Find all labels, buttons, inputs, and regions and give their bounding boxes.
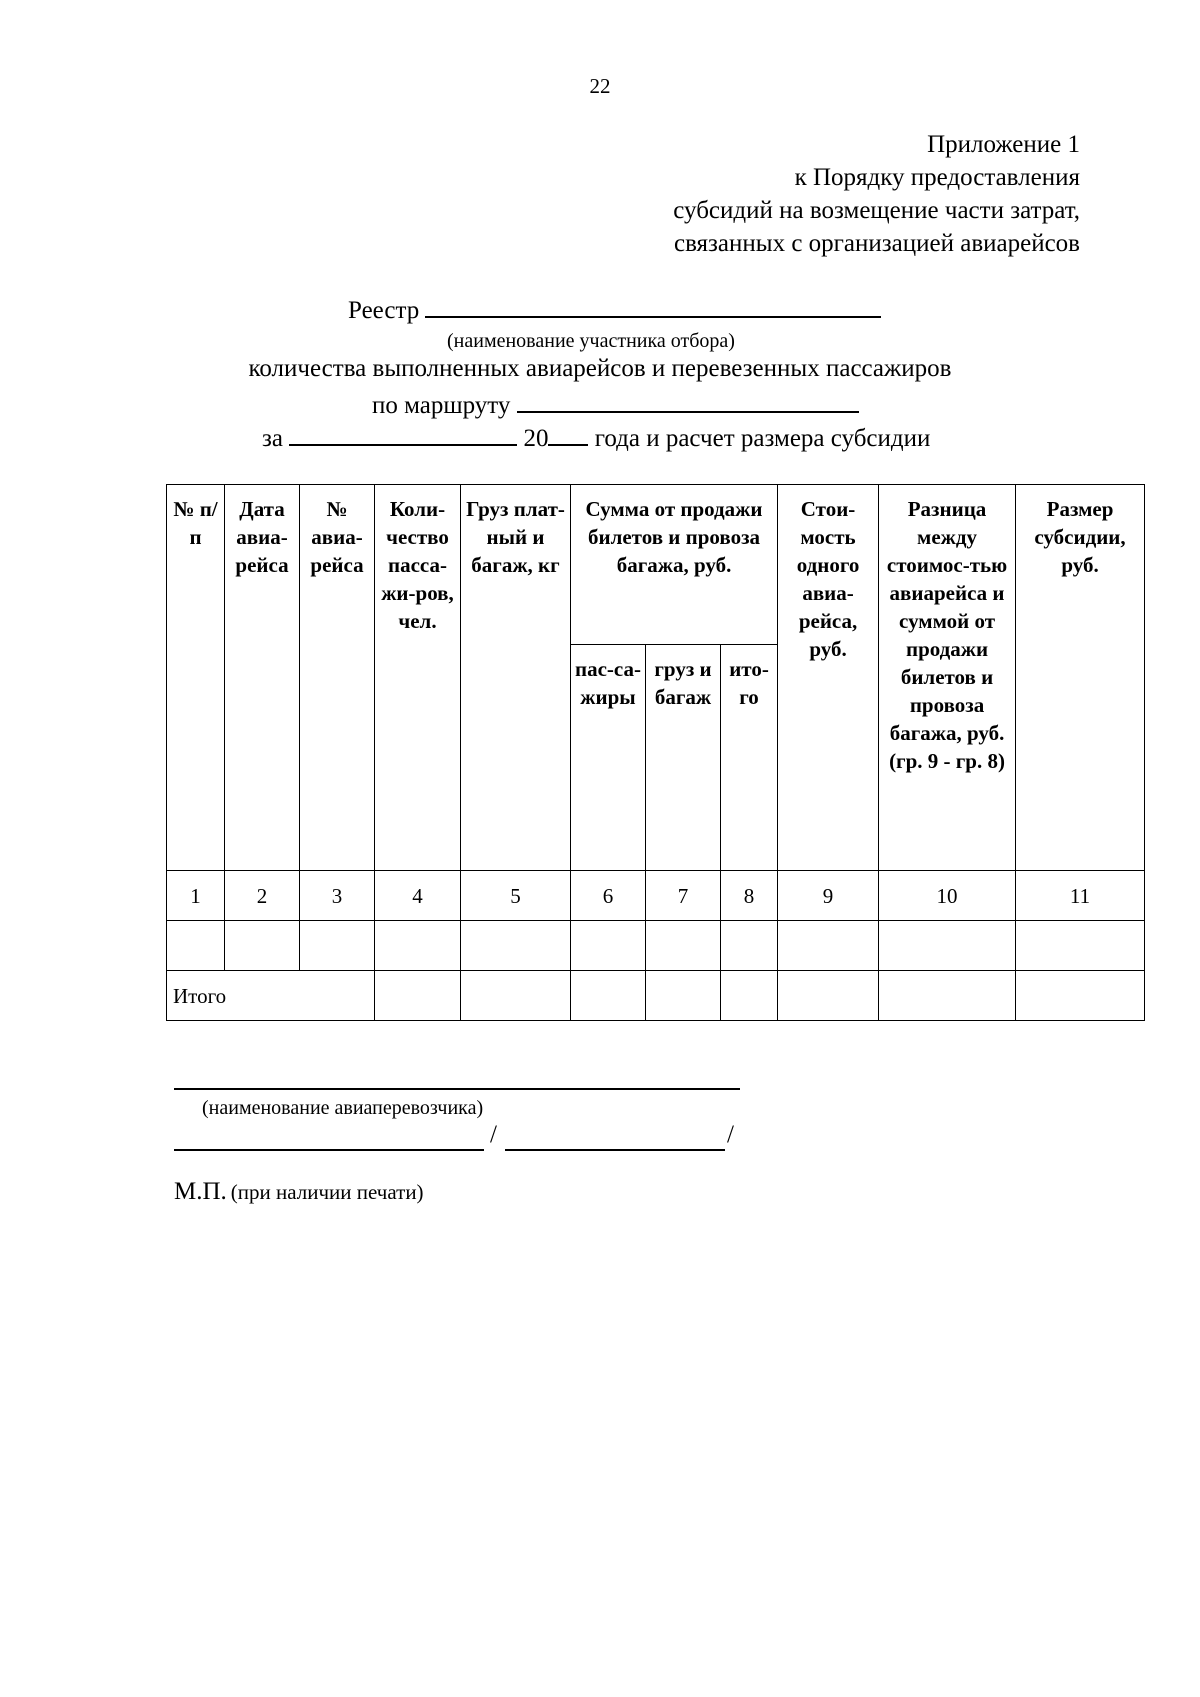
period-line — [262, 420, 930, 453]
registry-title-line — [348, 292, 881, 325]
header-group-sales: Сумма от продажи билетов и провоза багажа, руб. — [571, 485, 778, 645]
column-number: 6 — [571, 871, 646, 921]
route-blank — [517, 387, 859, 413]
column-number: 4 — [375, 871, 461, 921]
table-cell — [225, 921, 300, 971]
table-cell — [571, 971, 646, 1021]
total-row — [167, 971, 1145, 1021]
table-cell — [461, 921, 571, 971]
appendix-line: связанных с организацией авиарейсов — [673, 230, 1080, 257]
table-cell — [461, 971, 571, 1021]
stamp-label: М.П. — [174, 1178, 227, 1205]
registry-participant-blank — [425, 292, 881, 318]
signature-line — [174, 1149, 484, 1151]
signature-name-line — [505, 1149, 725, 1151]
signature-slash-end: / — [727, 1121, 734, 1148]
column-number: 2 — [225, 871, 300, 921]
table-cell — [1016, 971, 1145, 1021]
year-prefix: 20 — [523, 425, 549, 452]
column-number: 3 — [300, 871, 375, 921]
table-cell — [571, 921, 646, 971]
registry-caption: (наименование участника отбора) — [447, 330, 735, 352]
table-cell — [721, 971, 778, 1021]
registry-label: Реестр — [348, 297, 420, 324]
signature-slash: / — [490, 1121, 497, 1148]
header-col-6: пас-са-жиры — [571, 645, 646, 871]
header-col-11: Размер субсидии, руб. — [1016, 485, 1145, 871]
period-prefix: за — [262, 425, 283, 452]
column-number: 7 — [646, 871, 721, 921]
stamp-note: (при наличии печати) — [230, 1180, 424, 1204]
page-number: 22 — [589, 74, 611, 98]
total-label: Итого — [167, 971, 375, 1021]
column-number: 10 — [879, 871, 1016, 921]
column-number: 8 — [721, 871, 778, 921]
table-cell — [375, 971, 461, 1021]
table-cell — [879, 971, 1016, 1021]
header-col-3: № авиа-рейса — [300, 485, 375, 871]
carrier-name-line — [174, 1088, 740, 1090]
stamp-block — [174, 1178, 424, 1206]
header-col-8: ито-го — [721, 645, 778, 871]
carrier-caption: (наименование авиаперевозчика) — [202, 1097, 484, 1119]
header-col-2: Дата авиа-рейса — [225, 485, 300, 871]
table-header-row — [167, 485, 1145, 645]
appendix-line: Приложение 1 — [927, 131, 1080, 158]
table-cell — [879, 921, 1016, 971]
period-suffix: года и расчет размера субсидии — [594, 425, 931, 452]
register-table — [166, 484, 1145, 1021]
column-number: 1 — [167, 871, 225, 921]
table-cell — [646, 971, 721, 1021]
table-cell — [778, 971, 879, 1021]
header-col-4: Коли-чество пасса-жи-ров, чел. — [375, 485, 461, 871]
year-blank — [548, 420, 588, 446]
appendix-line: субсидий на возмещение части затрат, — [673, 197, 1080, 224]
column-number: 11 — [1016, 871, 1145, 921]
table-cell — [375, 921, 461, 971]
registry-subject-line: количества выполненных авиарейсов и перевезенных пассажиров — [248, 355, 952, 382]
appendix-line: к Порядку предоставления — [794, 164, 1080, 191]
table-cell — [1016, 921, 1145, 971]
column-number-row — [167, 871, 1145, 921]
period-blank — [289, 420, 517, 446]
table-cell — [646, 921, 721, 971]
route-label: по маршруту — [372, 392, 511, 419]
header-col-9: Стои-мость одного авиа-рейса, руб. — [778, 485, 879, 871]
table-cell — [778, 921, 879, 971]
header-col-7: груз и багаж — [646, 645, 721, 871]
route-line — [372, 387, 859, 420]
header-col-5: Груз плат-ный и багаж, кг — [461, 485, 571, 871]
column-number: 9 — [778, 871, 879, 921]
table-cell — [300, 921, 375, 971]
table-cell — [721, 921, 778, 971]
header-col-1: № п/п — [167, 485, 225, 871]
appendix-block — [673, 128, 1080, 260]
column-number: 5 — [461, 871, 571, 921]
header-col-10: Разница между стоимос-тью авиарейса и суммой от продажи билетов и провоза багажа, руб. (гр. 9 - гр. 8) — [879, 485, 1016, 871]
table-row — [167, 921, 1145, 971]
table-cell — [167, 921, 225, 971]
